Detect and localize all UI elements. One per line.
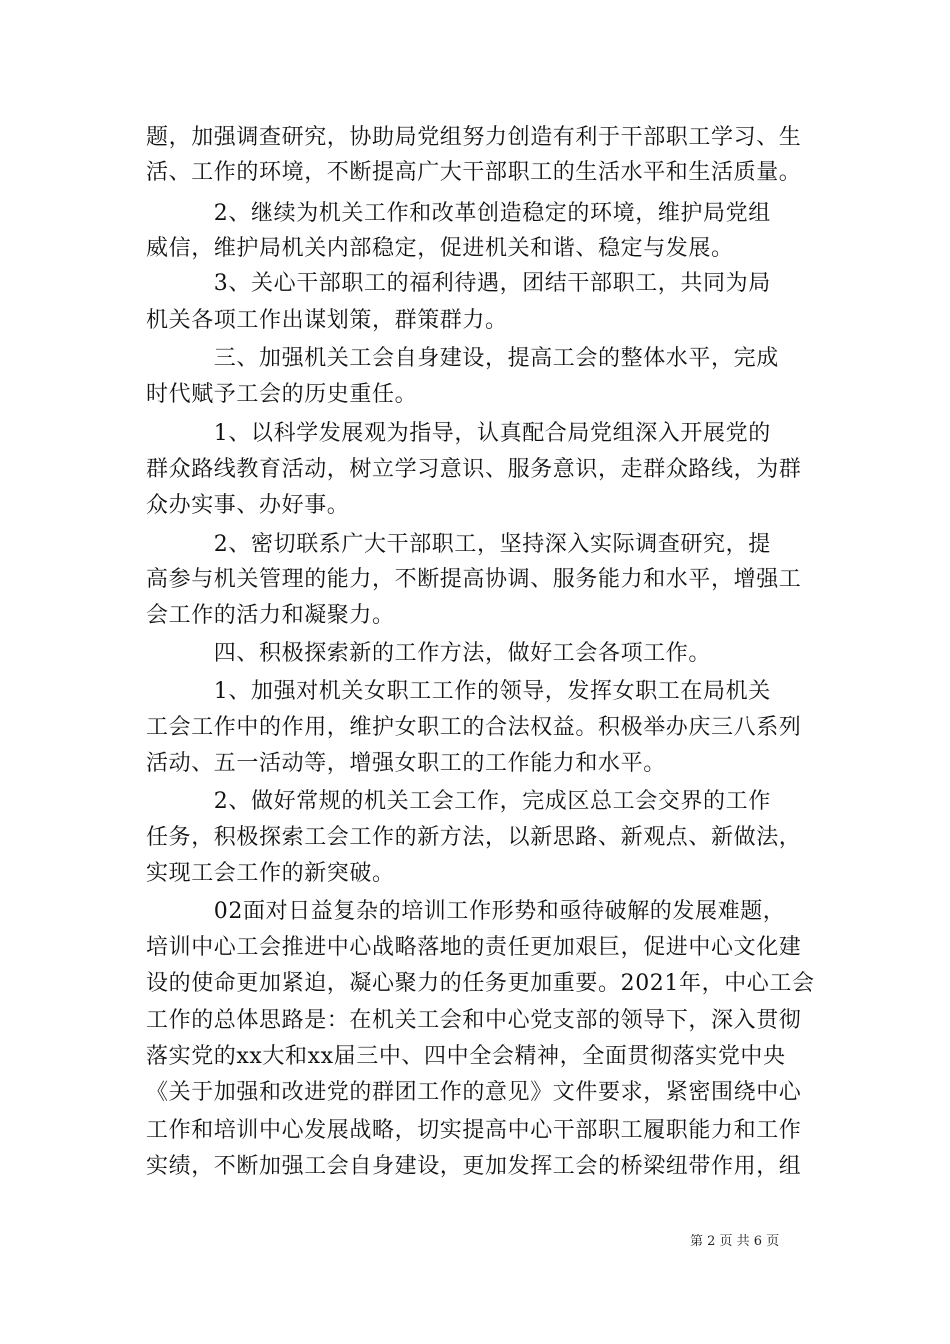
text-line: 落实党的xx大和xx届三中、四中全会精神，全面贯彻落实党中央 [146,1044,786,1069]
text-line: 会工作的活力和凝聚力。 [146,603,395,628]
text-line: 活动、五一活动等，增强女职工的工作能力和水平。 [146,751,666,776]
text-line: 工会工作中的作用，维护女职工的合法权益。积极举办庆三八系列 [146,715,802,740]
text-line: 工作的总体思路是：在机关工会和中心党支部的领导下，深入贯彻 [146,1008,802,1033]
page-number-footer: 第 2 页 共 6 页 [690,1234,780,1249]
text-line: 高参与机关管理的能力，不断提高协调、服务能力和水平，增强工 [146,567,802,592]
text-line: 设的使命更加紧迫，凝心聚力的任务更加重要。2021年，中心工会 [146,971,815,996]
text-line: 四、积极探索新的工作方法，做好工会各项工作。 [146,641,712,666]
text-line: 三、加强机关工会自身建设，提高工会的整体水平，完成 [146,346,779,371]
text-line: 培训中心工会推进中心战略落地的责任更加艰巨，促进中心文化建 [146,935,802,960]
text-line: 2、继续为机关工作和改革创造稳定的环境，维护局党组 [146,201,771,226]
text-line: 02面对日益复杂的培训工作形势和亟待破解的发展难题， [146,899,786,924]
text-line: 3、关心干部职工的福利待遇，团结干部职工，共同为局 [146,271,771,296]
text-line: 1、以科学发展观为指导，认真配合局党组深入开展党的 [146,421,771,446]
text-line: 任务，积极探索工会工作的新方法，以新思路、新观点、新做法， [146,825,802,850]
text-line: 活、工作的环境，不断提高广大干部职工的生活水平和生活质量。 [146,160,802,185]
text-line: 群众路线教育活动，树立学习意识、服务意识，走群众路线，为群 [146,457,802,482]
text-line: 题，加强调查研究，协助局党组努力创造有利于干部职工学习、生 [146,125,802,150]
text-line: 2、密切联系广大干部职工，坚持深入实际调查研究，提 [146,532,771,557]
text-line: 实绩，不断加强工会自身建设，更加发挥工会的桥梁纽带作用，组 [146,1154,802,1179]
text-line: 2、做好常规的机关工会工作，完成区总工会交界的工作 [146,789,771,814]
text-line: 实现工会工作的新突破。 [146,861,395,886]
text-line: 众办实事、办好事。 [146,493,350,518]
text-line: 《关于加强和改进党的群团工作的意见》文件要求，紧密围绕中心 [146,1080,802,1105]
text-line: 时代赋予工会的历史重任。 [146,382,418,407]
text-line: 机关各项工作出谋划策，群策群力。 [146,308,508,333]
text-line: 1、加强对机关女职工工作的领导，发挥女职工在局机关 [146,679,771,704]
text-line: 威信，维护局机关内部稳定，促进机关和谐、稳定与发展。 [146,236,734,261]
text-line: 工作和培训中心发展战略，切实提高中心干部职工履职能力和工作 [146,1118,802,1143]
